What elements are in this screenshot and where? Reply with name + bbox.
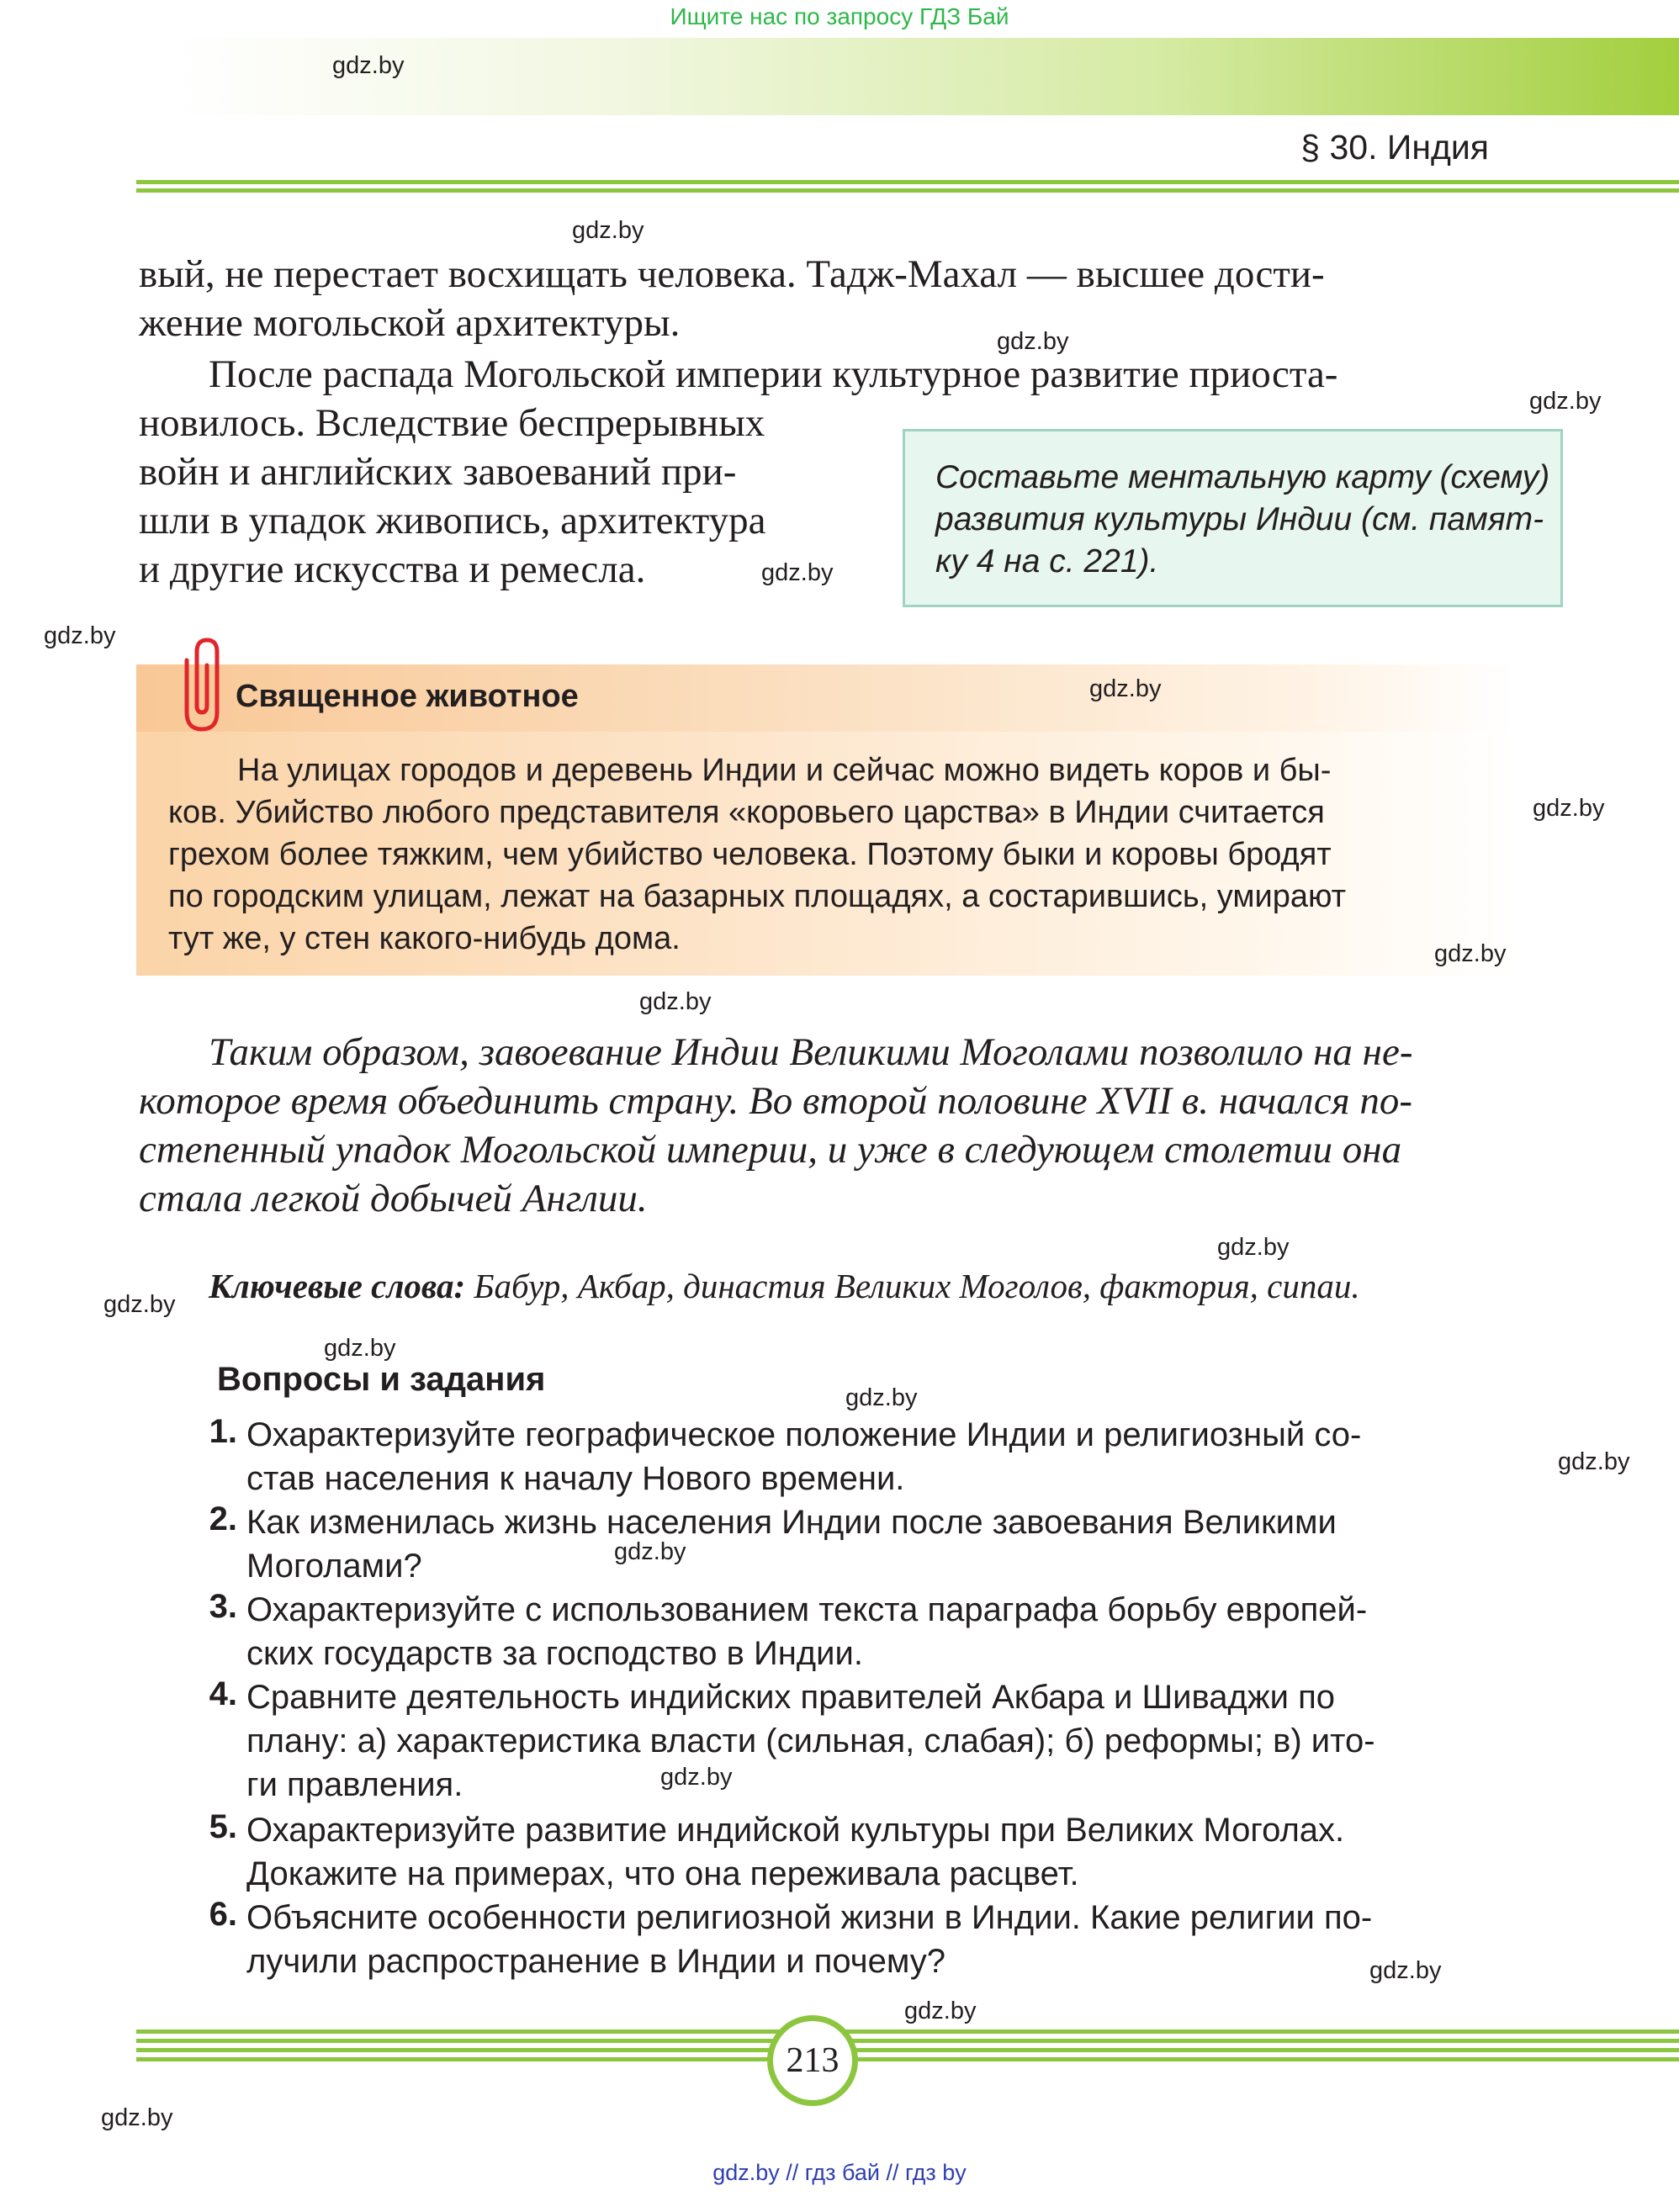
- question-line: став населения к началу Нового времени.: [246, 1460, 905, 1497]
- question-line: Охарактеризуйте с использованием текста параграфа борьбу европей-: [246, 1591, 1368, 1628]
- sidebar-line: грехом более тяжким, чем убийство человека. Поэтому быки и коровы бродят: [168, 837, 1332, 872]
- paperclip-icon: [168, 635, 231, 736]
- watermark: gdz.by: [1217, 1234, 1290, 1261]
- footer-rule: [136, 2057, 1679, 2061]
- keywords: [209, 1266, 1360, 1306]
- watermark: gdz.by: [639, 988, 712, 1015]
- paragraph-line: и другие искусства и ремесла.: [139, 548, 646, 591]
- watermark: gdz.by: [660, 1764, 733, 1791]
- watermark: gdz.by: [997, 328, 1069, 355]
- paragraph-line: новилось. Вследствие беспрерывных: [139, 401, 765, 445]
- question-line: ских государств за господство в Индии.: [246, 1635, 863, 1672]
- watermark: gdz.by: [1369, 1957, 1442, 1984]
- question-line: Докажите на примерах, что она переживала расцвет.: [246, 1855, 1079, 1892]
- watermark: gdz.by: [103, 1291, 176, 1318]
- paragraph-line: вый, не перестает восхищать человека. Тадж-Махал — высшее дости-: [139, 252, 1325, 296]
- watermark: gdz.by: [1529, 388, 1602, 415]
- question-number: 2.: [209, 1500, 237, 1537]
- top-search-banner[interactable]: Ищите нас по запросу ГДЗ Бай: [670, 3, 1009, 29]
- task-box-line: Составьте ментальную карту (схему): [935, 459, 1550, 495]
- question-line: лучили распространение в Индии и почему?: [246, 1943, 946, 1980]
- sidebar-line: тут же, у стен какого-нибудь дома.: [168, 921, 681, 956]
- watermark: gdz.by: [101, 2104, 173, 2131]
- section-title: § 30. Индия: [1300, 128, 1489, 167]
- sidebar-title: Священное животное: [236, 679, 579, 714]
- watermark: gdz.by: [324, 1335, 396, 1362]
- paragraph-line: жение могольской архитектуры.: [139, 301, 681, 345]
- task-box-line: развития культуры Индии (см. памят-: [935, 501, 1544, 537]
- question-number: 6.: [209, 1896, 237, 1933]
- footer-rule: [136, 2048, 1679, 2052]
- question-line: ги правления.: [246, 1766, 463, 1803]
- watermark: gdz.by: [1089, 675, 1162, 702]
- question-line: Моголами?: [246, 1548, 422, 1585]
- watermark: gdz.by: [572, 217, 644, 244]
- task-box-line: ку 4 на с. 221).: [935, 543, 1159, 579]
- footer-rule: [136, 2029, 1679, 2034]
- keywords-label: Ключевые слова:: [209, 1267, 466, 1305]
- header-rule: [136, 180, 1679, 184]
- keywords-text: Бабур, Акбар, династия Великих Моголов, фактория, сипаи.: [474, 1267, 1360, 1305]
- conclusion-line: степенный упадок Могольской империи, и уже в следующем столетии она: [139, 1128, 1402, 1172]
- paragraph-line: войн и английских завоеваний при-: [139, 450, 737, 494]
- watermark: gdz.by: [44, 622, 116, 649]
- questions-title: Вопросы и задания: [217, 1361, 546, 1398]
- conclusion-line: Таким образом, завоевание Индии Великими Моголами позволило на не-: [209, 1030, 1413, 1074]
- question-number: 5.: [209, 1808, 237, 1845]
- question-line: Объясните особенности религиозной жизни в Индии. Какие религии по-: [246, 1899, 1373, 1936]
- question-line: Как изменилась жизнь населения Индии после завоевания Великими: [246, 1504, 1337, 1541]
- question-number: 3.: [209, 1588, 237, 1625]
- paragraph-line: После распада Могольской империи культурное развитие приоста-: [209, 352, 1338, 396]
- question-number: 4.: [209, 1675, 237, 1712]
- watermark: gdz.by: [1434, 940, 1507, 967]
- page-number: 213: [767, 2015, 858, 2106]
- watermark: gdz.by: [1558, 1448, 1630, 1475]
- watermark: gdz.by: [614, 1538, 686, 1565]
- question-line: Охарактеризуйте развитие индийской культуры при Великих Моголах.: [246, 1812, 1345, 1849]
- watermark: gdz.by: [761, 559, 834, 586]
- question-line: Охарактеризуйте географическое положение Индии и религиозный со-: [246, 1416, 1362, 1453]
- conclusion-line: которое время объединить страну. Во второй половине XVII в. начался по-: [139, 1079, 1413, 1123]
- watermark: gdz.by: [332, 52, 405, 79]
- watermark: gdz.by: [845, 1384, 918, 1411]
- footer-rule: [136, 2039, 1679, 2043]
- header-rule: [136, 188, 1679, 193]
- question-line: Сравните деятельность индийских правителей Акбара и Шиваджи по: [246, 1679, 1335, 1716]
- sidebar-line: ков. Убийство любого представителя «коровьего царства» в Индии считается: [168, 795, 1325, 830]
- watermark: gdz.by: [1533, 795, 1605, 822]
- sidebar-line: по городским улицам, лежат на базарных площадях, а состарившись, умирают: [168, 879, 1347, 914]
- bottom-links[interactable]: gdz.by // гдз бай // гдз by: [712, 2160, 967, 2185]
- conclusion-line: стала легкой добычей Англии.: [139, 1177, 648, 1220]
- question-number: 1.: [209, 1413, 237, 1450]
- watermark: gdz.by: [904, 1998, 977, 2024]
- question-line: плану: а) характеристика власти (сильная, слабая); б) реформы; в) ито-: [246, 1723, 1375, 1760]
- paragraph-line: шли в упадок живопись, архитектура: [139, 499, 766, 542]
- sidebar-line: На улицах городов и деревень Индии и сейчас можно видеть коров и бы-: [237, 753, 1332, 788]
